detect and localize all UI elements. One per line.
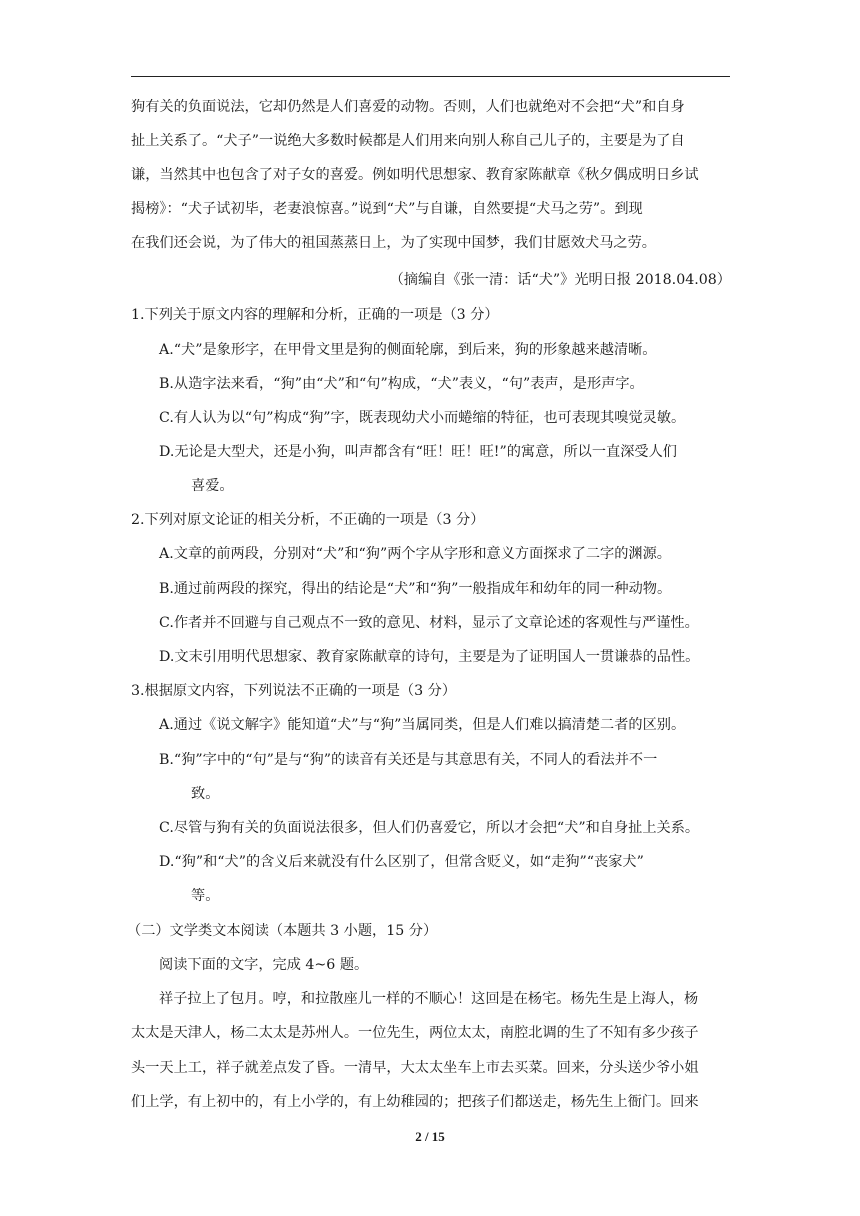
question-stem: 2.下列对原文论证的相关分析，不正确的一项是（3 分）: [131, 512, 485, 528]
story-line: 太太是天津人，杨二太太是苏州人。一位先生，两位太太，南腔北调的生了不知有多少孩子: [131, 1025, 699, 1041]
passage-line: 谦，当然其中也包含了对子女的喜爱。例如明代思想家、教育家陈献章《秋夕偶成明日乡试: [131, 167, 699, 183]
story-line: 头一天上工，祥子就差点发了昏。一清早，大太太坐车上市去买菜。回来，分头送少爷小姐: [131, 1060, 699, 1076]
question-stem: 1.下列关于原文内容的理解和分析，正确的一项是（3 分）: [131, 307, 499, 323]
passage-line: 揭榜》：“犬子试初毕，老妻浪惊喜。”说到“犬”与自谦，自然要提“犬马之劳”。到现: [131, 201, 643, 217]
story-line: 祥子拉上了包月。哼，和拉散座儿一样的不顺心！这回是在杨宅。杨先生是上海人，杨: [159, 991, 699, 1007]
option-d-continued: 等。: [191, 888, 220, 904]
passage-line: 在我们还会说，为了伟大的祖国蒸蒸日上，为了实现中国梦，我们甘愿效犬马之劳。: [131, 235, 656, 251]
question-stem: 3.根据原文内容，下列说法不正确的一项是（3 分）: [131, 683, 457, 699]
story-line: 们上学，有上初中的，有上小学的，有上幼稚园的；把孩子们都送走，杨先生上衙门。回来: [131, 1094, 699, 1110]
option-c: C.尽管与狗有关的负面说法很多，但人们仍喜爱它，所以才会把“犬”和自身扯上关系。: [159, 820, 700, 836]
page-number: 2 / 15: [415, 1129, 445, 1144]
option-a: A.“犬”是象形字，在甲骨文里是狗的侧面轮廓，到后来，狗的形象越来越清晰。: [159, 342, 657, 358]
option-c: C.有人认为以“句”构成“狗”字，既表现幼犬小而蜷缩的特征，也可表现其嗅觉灵敏。: [159, 410, 686, 426]
option-b-continued: 致。: [191, 786, 220, 802]
source-citation: （摘编自《张一清：话“犬”》光明日报 2018.04.08）: [389, 272, 731, 288]
option-d: D.“狗”和“犬”的含义后来就没有什么区别了，但常含贬义，如“走狗”“丧家犬”: [159, 854, 644, 870]
option-a: A.文章的前两段，分别对“犬”和“狗”两个字从字形和意义方面探求了二字的渊源。: [159, 546, 671, 562]
section-instruction: 阅读下面的文字，完成 4~6 题。: [159, 957, 369, 973]
section-heading: （二）文学类文本阅读（本题共 3 小题，15 分）: [127, 923, 438, 939]
option-b: B.通过前两段的探究，得出的结论是“犬”和“狗”一般指成年和幼年的同一种动物。: [159, 581, 672, 597]
option-d-continued: 喜爱。: [191, 478, 234, 494]
option-c: C.作者并不回避与自己观点不一致的意见、材料，显示了文章论述的客观性与严谨性。: [159, 615, 699, 631]
passage-line: 狗有关的负面说法，它却仍然是人们喜爱的动物。否则，人们也就绝对不会把“犬”和自身: [131, 99, 685, 115]
option-b: B.从造字法来看，“狗”由“犬”和“句”构成，“犬”表义，“句”表声，是形声字。: [159, 376, 644, 392]
passage-line: 扯上关系了。“犬子”一说绝大多数时候都是人们用来向别人称自己儿子的，主要是为了自: [131, 133, 685, 149]
option-a: A.通过《说文解字》能知道“犬”与“狗”当属同类，但是人们难以搞清楚二者的区别。: [159, 717, 686, 733]
header-rule: [131, 76, 730, 77]
option-b: B.“狗”字中的“句”是与“狗”的读音有关还是与其意思有关，不同人的看法并不一: [159, 752, 658, 768]
option-d: D.无论是大型犬，还是小狗，叫声都含有“旺！旺！旺!”的寓意，所以一直深受人们: [159, 444, 677, 460]
option-d: D.文末引用明代思想家、教育家陈献章的诗句，主要是为了证明国人一贯谦恭的品性。: [159, 649, 700, 665]
